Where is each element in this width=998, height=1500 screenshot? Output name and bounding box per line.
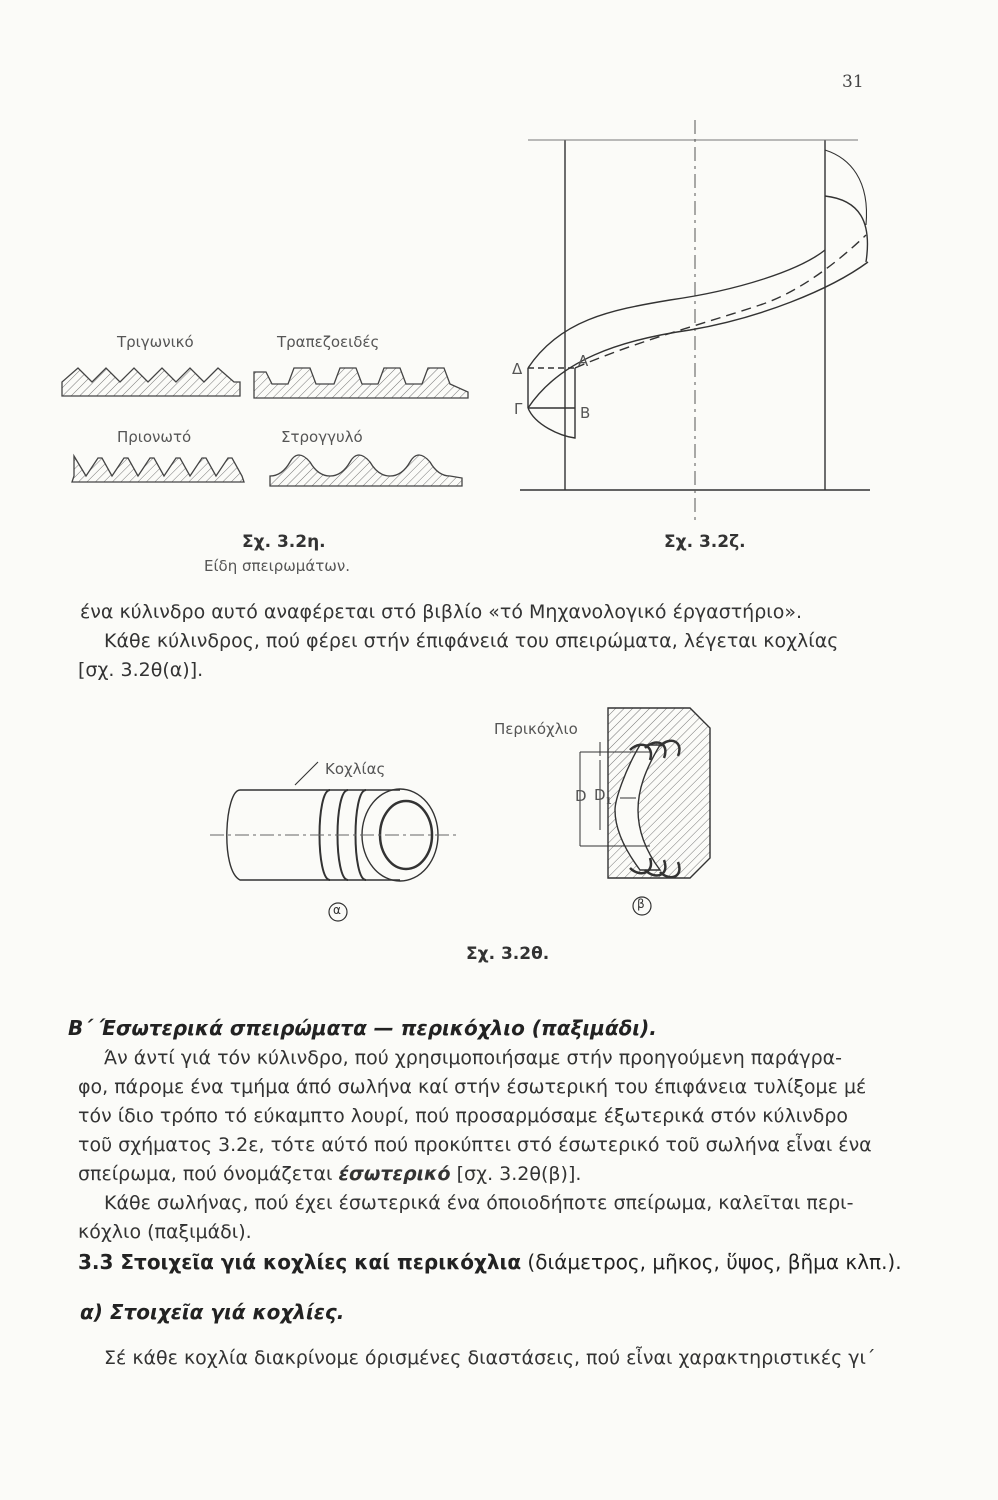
- label-round: Στρογγυλό: [281, 428, 363, 446]
- label-alpha: Α: [578, 352, 589, 370]
- para2-line6: Κάθε σωλήνας, πού έχει έσωτερικά ένα όποιοδήποτε σπείρωμα, καλεῖται περι-: [104, 1192, 854, 1214]
- caption-fig-3-2-theta: Σχ. 3.2θ.: [466, 944, 550, 964]
- caption-fig-3-2-zeta: Σχ. 3.2ζ.: [664, 532, 746, 552]
- label-sawtooth: Πριονωτό: [117, 428, 192, 446]
- para2-line1: Άν άντί γιά τόν κύλινδρο, πού χρησιμοποιήσαμε στήν προηγούμενη παράγρα-: [104, 1047, 843, 1069]
- label-nut: Περικόχλιο: [494, 720, 578, 738]
- label-triangular: Τριγωνικό: [117, 333, 194, 351]
- para2-line2: φο, πάρομε ένα τμήμα άπό σωλήνα καί στήν έσωτερική του έπιφάνεια τυλίξομε μέ: [78, 1076, 867, 1098]
- para1-line2: Κάθε κύλινδρος, πού φέρει στήν έπιφάνειά του σπειρώματα, λέγεται κοχλίας: [104, 630, 839, 652]
- para2-line3: τόν ίδιο τρόπο τό εύκαμπτο λουρί, πού προσαρμόσαμε έξωτερικά στόν κύλινδρο: [78, 1105, 849, 1127]
- label-gamma: Γ: [514, 400, 523, 418]
- para1-line3: [σχ. 3.2θ(α)].: [78, 659, 204, 681]
- para2-line5: σπείρωμα, πού όνομάζεται έσωτερικό [σχ. 3.2θ(β)].: [78, 1163, 582, 1185]
- caption-fig-3-2-eta: Σχ. 3.2η.: [242, 532, 326, 552]
- para1-line1: ένα κύλινδρο αυτό αναφέρεται στό βιβλίο «τό Μηχανολογικό έργαστήριο».: [80, 601, 802, 623]
- label-trapezoidal: Τραπεζοειδές: [277, 333, 380, 351]
- para2-line4: τοῦ σχήματος 3.2ε, τότε αύτό πού προκύπτει στό έσωτερικό τοῦ σωλήνα εἶναι ένα: [78, 1134, 872, 1156]
- section-b-heading: Β΄ Έσωτερικά σπειρώματα — περικόχλιο (παξιμάδι).: [68, 1016, 657, 1040]
- section-3-3-heading: 3.3 Στοιχεῖα γιά κοχλίες καί περικόχλια (διάμετρος, μῆκος, ὕψος, βῆμα κλπ.).: [78, 1250, 902, 1274]
- para3-line1: Σέ κάθε κοχλία διακρίνομε όρισμένες διαστάσεις, πού εἶναι χαρακτηριστικές γι΄: [104, 1347, 876, 1369]
- label-beta: Β: [580, 404, 591, 422]
- label-a: α: [333, 903, 341, 917]
- label-D: D: [575, 787, 587, 805]
- para2-line7: κόχλιο (παξιμάδι).: [78, 1221, 252, 1243]
- label-delta: Δ: [512, 360, 523, 378]
- section-a-heading: α) Στοιχεῖα γιά κοχλίες.: [80, 1300, 345, 1324]
- label-b: β: [637, 897, 645, 911]
- subcaption-fig-3-2-eta: Είδη σπειρωμάτων.: [204, 557, 350, 575]
- bolt-drawing: [210, 762, 460, 881]
- page-number: 31: [842, 72, 864, 92]
- label-D1: $D_1$: [594, 786, 612, 807]
- label-bolt: Κοχλίας: [325, 760, 386, 778]
- emphasis-internal: έσωτερικό: [338, 1163, 451, 1185]
